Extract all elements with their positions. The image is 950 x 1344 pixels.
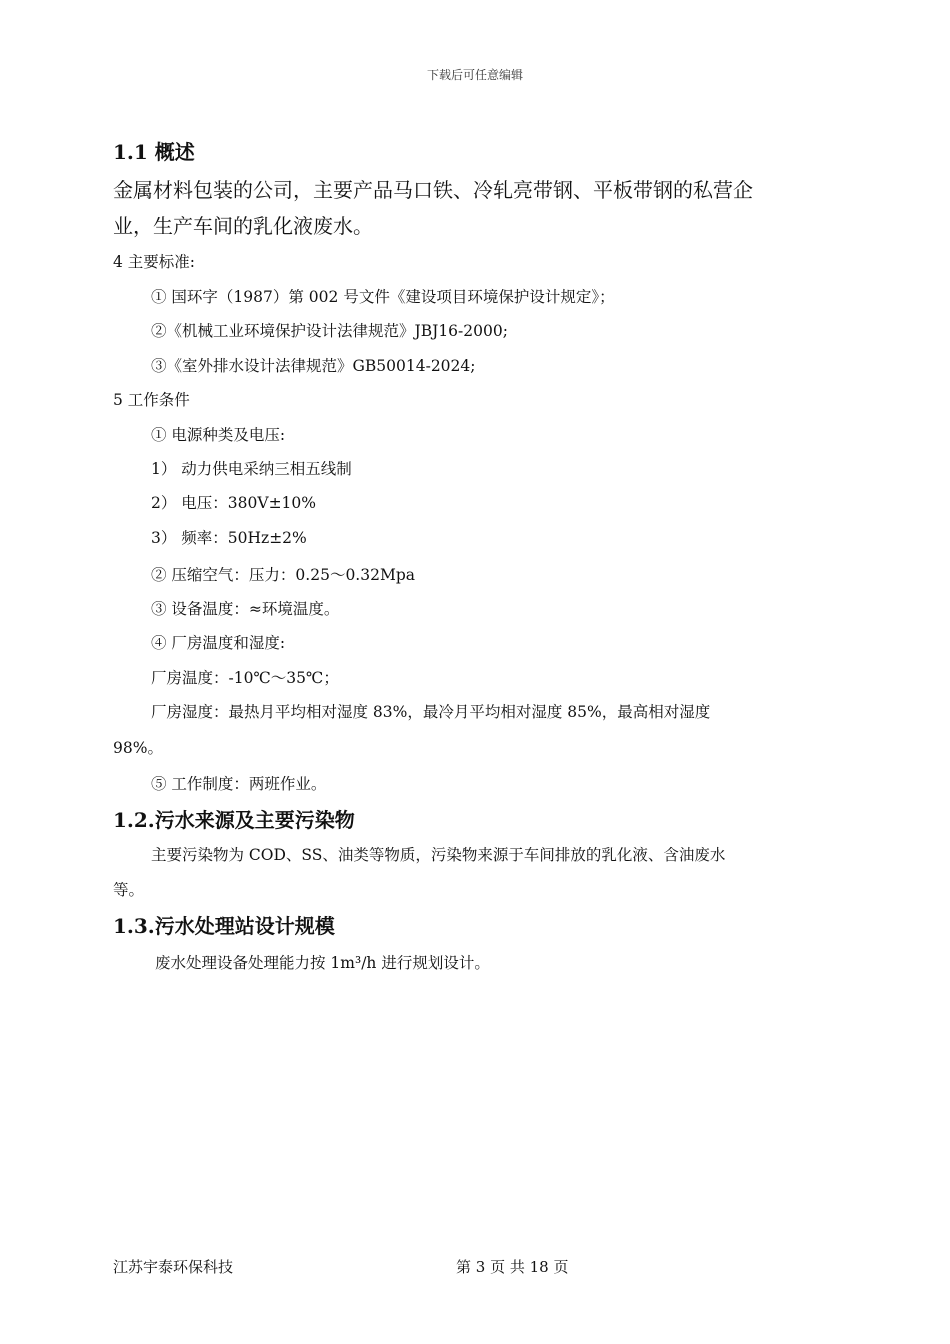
equipment-temperature: ③ 设备温度：≈环境温度。 xyxy=(151,600,340,618)
standards-heading: 4 主要标准: xyxy=(113,253,196,271)
standard-item-3: ③《室外排水设计法律规范》GB50014-2024; xyxy=(151,357,476,375)
power-heading: ① 电源种类及电压: xyxy=(151,426,286,444)
power-item-2: 2） 电压：380V±10% xyxy=(151,494,317,512)
compressed-air: ② 压缩空气：压力：0.25～0.32Mpa xyxy=(151,566,415,584)
section-1-3-line-1: 废水处理设备处理能力按 1m³/h 进行规划设计。 xyxy=(155,954,490,972)
footer-company: 江苏宇泰环保科技 xyxy=(113,1258,234,1276)
standard-item-2: ②《机械工业环境保护设计法律规范》JBJ16-2000; xyxy=(151,322,508,340)
section-1-3-title: 1.3.污水处理站设计规模 xyxy=(113,914,335,938)
section-1-1-title: 1.1 概述 xyxy=(113,140,195,164)
plant-humidity-line-2: 98%。 xyxy=(113,739,163,757)
section-1-2-line-2: 等。 xyxy=(113,881,145,899)
footer-page-number: 第 3 页 共 18 页 xyxy=(456,1258,569,1276)
work-conditions-heading: 5 工作条件 xyxy=(113,391,190,409)
plant-humidity-line-1: 厂房湿度：最热月平均相对湿度 83%，最冷月平均相对湿度 85%，最高相对湿度 xyxy=(151,703,711,721)
section-1-2-title: 1.2.污水来源及主要污染物 xyxy=(113,808,355,832)
intro-line-2: 业，生产车间的乳化液废水。 xyxy=(113,214,373,238)
plant-conditions-heading: ④ 厂房温度和湿度: xyxy=(151,634,286,652)
page-header-note: 下载后可任意编辑 xyxy=(426,68,523,82)
plant-temperature: 厂房温度：-10℃～35℃； xyxy=(151,669,339,687)
section-1-2-line-1: 主要污染物为 COD、SS、油类等物质，污染物来源于车间排放的乳化液、含油废水 xyxy=(151,846,726,864)
power-item-3: 3） 频率：50Hz±2% xyxy=(151,529,307,547)
intro-line-1: 金属材料包装的公司，主要产品马口铁、冷轧亮带钢、平板带钢的私营企 xyxy=(113,178,753,202)
power-item-1: 1） 动力供电采纳三相五线制 xyxy=(151,460,352,478)
standard-item-1: ① 国环字（1987）第 002 号文件《建设项目环境保护设计规定》； xyxy=(151,288,615,306)
work-schedule: ⑤ 工作制度：两班作业。 xyxy=(151,775,327,793)
